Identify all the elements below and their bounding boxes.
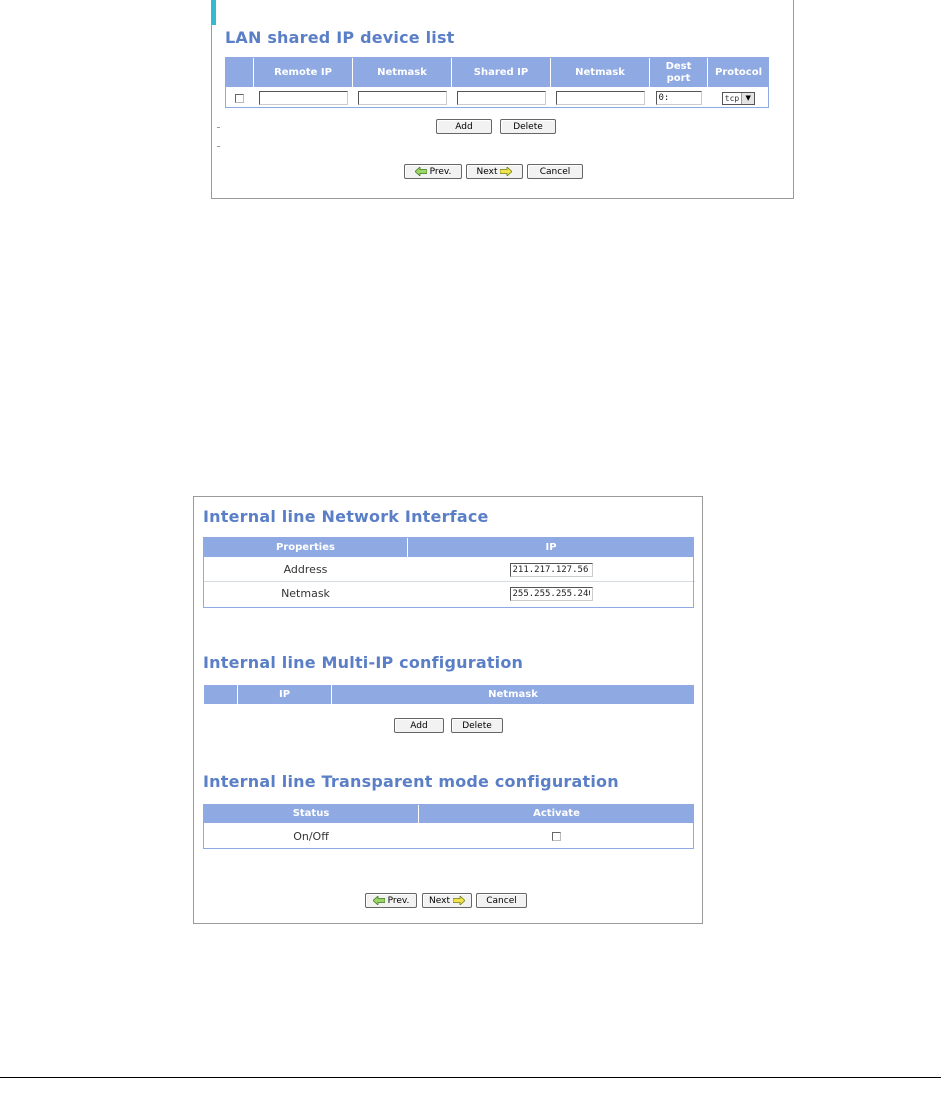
column-header: Protocol — [708, 58, 770, 88]
column-header: Properties — [204, 538, 408, 558]
select-column-header — [204, 685, 238, 705]
right-arrow-icon — [453, 896, 465, 905]
multi-ip-table — [203, 684, 695, 705]
column-header: Shared IP — [452, 58, 551, 88]
column-header: IP — [238, 685, 332, 705]
delete-button[interactable]: Delete — [500, 119, 556, 134]
lan-shared-ip-panel — [211, 0, 794, 199]
column-header: Activate — [419, 805, 695, 824]
status-label: On/Off — [204, 824, 419, 849]
column-header: Remote IP — [254, 58, 353, 88]
add-button[interactable]: Add — [394, 718, 444, 733]
column-header: Dest port — [650, 58, 708, 88]
column-header: Status — [204, 805, 419, 824]
property-label: Netmask — [204, 582, 408, 606]
prev-button[interactable]: Prev. — [365, 893, 417, 908]
right-arrow-icon — [500, 167, 512, 176]
delete-button[interactable]: Delete — [451, 718, 503, 733]
page-footer-rule — [0, 1077, 941, 1078]
next-button[interactable]: Next — [466, 164, 523, 179]
add-button[interactable]: Add — [436, 119, 492, 134]
next-button[interactable]: Next — [422, 893, 472, 908]
prev-button[interactable]: Prev. — [404, 164, 462, 179]
protocol-select[interactable]: tcp ▼ — [722, 92, 755, 105]
left-arrow-icon — [415, 167, 427, 176]
multi-ip-title: Internal line Multi-IP configuration — [203, 653, 524, 672]
column-header: Netmask — [332, 685, 695, 705]
column-header: Netmask — [551, 58, 650, 88]
cancel-button[interactable]: Cancel — [527, 164, 583, 179]
lan-shared-ip-title: LAN shared IP device list — [225, 28, 455, 47]
cancel-button[interactable]: Cancel — [476, 893, 527, 908]
chevron-down-icon: ▼ — [741, 93, 754, 104]
network-interface-title: Internal line Network Interface — [203, 507, 489, 526]
accent-bar — [211, 0, 216, 25]
column-header: IP — [408, 538, 695, 558]
transparent-mode-title: Internal line Transparent mode configuration — [203, 772, 619, 791]
column-header: Netmask — [353, 58, 452, 88]
property-label: Address — [204, 558, 408, 582]
left-arrow-icon — [373, 896, 385, 905]
internal-line-panel — [193, 496, 703, 924]
